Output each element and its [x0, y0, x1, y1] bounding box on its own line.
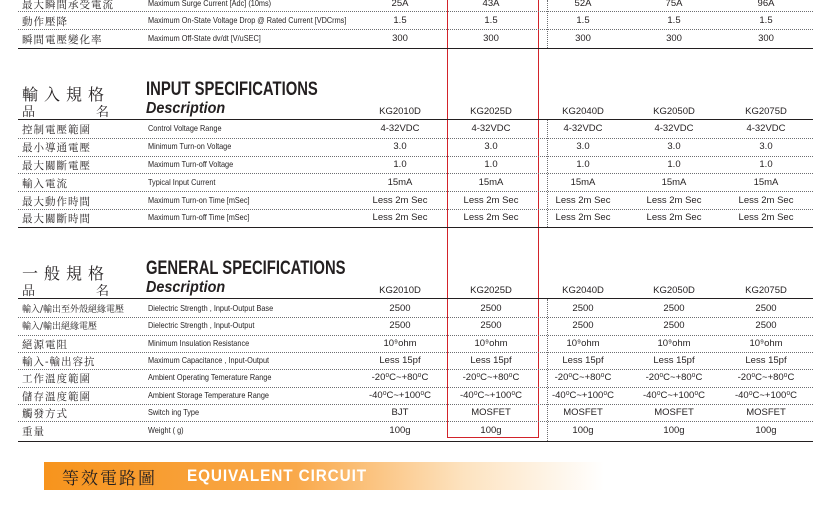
- cell: Less 2m Sec: [463, 195, 519, 206]
- table-row: [18, 193, 813, 210]
- section-title-zh: 輸入規格: [22, 85, 111, 104]
- row-label-zh: 最大動作時間: [22, 196, 91, 208]
- column-divider: [547, 0, 548, 48]
- table-row: [18, 31, 813, 48]
- cell: 15mA: [570, 177, 596, 188]
- cell: 1.0: [667, 159, 681, 170]
- model-header: KG2025D: [470, 106, 512, 117]
- cell: 1.5: [759, 15, 773, 26]
- row-label-zh: 工作溫度範圍: [22, 373, 91, 385]
- row-divider: [18, 191, 813, 192]
- cell: Less 2m Sec: [463, 212, 519, 223]
- cell: 4-32VDC: [380, 123, 420, 134]
- cell: 100g: [389, 425, 411, 436]
- header-label-zh: 名: [96, 105, 110, 120]
- row-label-zh: 儲存溫度範圍: [22, 391, 91, 403]
- table-row: [18, 121, 813, 138]
- cell: -40⁰C~+100⁰C: [551, 390, 614, 401]
- row-label-en: Weight ( g): [148, 425, 184, 435]
- table-row: [18, 388, 813, 405]
- table-row: [18, 13, 813, 30]
- table-bottom-rule: [18, 227, 813, 228]
- cell: -20⁰C~+80⁰C: [645, 372, 703, 383]
- header-label-zh: 名: [96, 284, 110, 299]
- cell: 1.0: [576, 159, 590, 170]
- table-row: [18, 370, 813, 387]
- row-label-zh: 重量: [22, 426, 45, 438]
- cell: 1.0: [759, 159, 773, 170]
- table-row: [18, 405, 813, 422]
- cell: 3.0: [759, 141, 773, 152]
- cell: -20⁰C~+80⁰C: [462, 372, 520, 383]
- row-label-zh: 輸入-輸出容抗: [22, 356, 96, 368]
- cell: 3.0: [484, 141, 498, 152]
- cell: Less 2m Sec: [646, 195, 702, 206]
- header-description: Description: [146, 279, 226, 296]
- cell: -40⁰C~+100⁰C: [459, 390, 522, 401]
- cell: 2500: [480, 320, 502, 331]
- section-title-zh: 一般規格: [22, 264, 111, 283]
- cell: 300: [483, 33, 499, 44]
- row-label-zh: 絕源電阻: [22, 339, 68, 351]
- cell: Less 15pf: [379, 355, 421, 366]
- row-label-zh: 輸入電流: [22, 178, 68, 190]
- cell: Less 2m Sec: [646, 212, 702, 223]
- cell: 3.0: [667, 141, 681, 152]
- cell: MOSFET: [471, 407, 511, 418]
- cell: Less 15pf: [745, 355, 787, 366]
- header-rule: [18, 119, 813, 120]
- row-label-zh: 最小導通電壓: [22, 142, 91, 154]
- cell: 4-32VDC: [563, 123, 603, 134]
- header-label-zh: 品: [22, 284, 36, 299]
- row-divider: [18, 421, 813, 422]
- cell: 43A: [482, 0, 500, 9]
- cell: 25A: [391, 0, 409, 9]
- cell: BJT: [391, 407, 409, 418]
- cell: 15mA: [753, 177, 779, 188]
- row-label-zh: 動作壓降: [22, 16, 68, 28]
- header-description: Description: [146, 100, 226, 117]
- cell: 100g: [663, 425, 685, 436]
- cell: Less 2m Sec: [738, 212, 794, 223]
- cell: Less 15pf: [562, 355, 604, 366]
- model-header: KG2040D: [562, 285, 604, 296]
- section-title-en: INPUT SPECIFICATIONS: [146, 79, 318, 100]
- row-label-en: Control Voltage Range: [148, 123, 222, 133]
- row-label-zh: 最大關斷電壓: [22, 160, 91, 172]
- model-header: KG2075D: [745, 285, 787, 296]
- cell: 1.5: [393, 15, 407, 26]
- table-bottom-rule: [18, 441, 813, 442]
- cell: 4-32VDC: [746, 123, 786, 134]
- cell: 15mA: [661, 177, 687, 188]
- model-header: KG2010D: [379, 285, 421, 296]
- cell: Less 15pf: [470, 355, 512, 366]
- section-title-en: GENERAL SPECIFICATIONS: [146, 258, 346, 279]
- row-label-en: Minimum Insulation Resistance: [148, 338, 250, 348]
- cell: 1.5: [576, 15, 590, 26]
- cell: -40⁰C~+100⁰C: [642, 390, 705, 401]
- cell: 2500: [389, 303, 411, 314]
- row-label-en: Ambient Operating Temerature Range: [148, 372, 272, 382]
- cell: 300: [392, 33, 408, 44]
- cell: 3.0: [393, 141, 407, 152]
- cell: 2500: [389, 320, 411, 331]
- model-header: KG2050D: [653, 106, 695, 117]
- cell: -40⁰C~+100⁰C: [368, 390, 431, 401]
- row-label-en: Maximum Surge Current [Adc] (10ms): [148, 0, 272, 8]
- row-divider: [18, 173, 813, 174]
- row-label-en: Typical Input Current: [148, 177, 216, 187]
- cell: Less 2m Sec: [372, 212, 428, 223]
- cell: 1.5: [484, 15, 498, 26]
- cell: 10⁹ohm: [657, 338, 691, 349]
- header-rule: [18, 298, 813, 299]
- cell: 10⁹ohm: [383, 338, 417, 349]
- cell: 10⁹ohm: [749, 338, 783, 349]
- cell: 300: [575, 33, 591, 44]
- column-divider: [547, 120, 548, 227]
- cell: 2500: [755, 320, 777, 331]
- banner-title-zh: 等效電路圖: [62, 469, 157, 489]
- cell: 4-32VDC: [654, 123, 694, 134]
- row-label-en: Minimum Turn-on Voltage: [148, 141, 232, 151]
- cell: 2500: [663, 303, 685, 314]
- cell: 10⁹ohm: [566, 338, 600, 349]
- cell: 52A: [574, 0, 592, 9]
- cell: 1.5: [667, 15, 681, 26]
- table-row: [18, 301, 813, 318]
- row-label-en: Dielectric Strength , Input-Output Base: [148, 303, 274, 313]
- row-label-en: Maximum Turn-on Time [mSec]: [148, 195, 250, 205]
- cell: 75A: [665, 0, 683, 9]
- cell: -40⁰C~+100⁰C: [734, 390, 797, 401]
- row-label-en: Dielectric Strength , Input-Output: [148, 320, 255, 330]
- cell: 15mA: [387, 177, 413, 188]
- cell: 300: [666, 33, 682, 44]
- table-row: [18, 336, 813, 353]
- table-bottom-rule: [18, 48, 813, 49]
- table-row: [18, 423, 813, 440]
- row-label-en: Maximum Turn-off Voltage: [148, 159, 234, 169]
- row-label-en: Maximum Capacitance , Input-Output: [148, 355, 270, 365]
- row-label-zh: 控制電壓範圍: [22, 124, 91, 136]
- cell: Less 2m Sec: [372, 195, 428, 206]
- cell: 1.0: [484, 159, 498, 170]
- model-header: KG2040D: [562, 106, 604, 117]
- row-label-zh: 瞬間電壓變化率: [22, 34, 103, 46]
- row-label-zh: 最大關斷時間: [22, 213, 91, 225]
- row-label-en: Maximum Turn-off Time [mSec]: [148, 212, 250, 222]
- row-label-en: Maximum Off-State dv/dt [V/uSEC]: [148, 33, 261, 43]
- header-label-zh: 品: [22, 105, 36, 120]
- cell: MOSFET: [654, 407, 694, 418]
- row-label-zh: 輸入/輸出至外殼絕緣電壓: [22, 305, 125, 315]
- cell: -20⁰C~+80⁰C: [737, 372, 795, 383]
- cell: MOSFET: [563, 407, 603, 418]
- cell: 10⁹ohm: [474, 338, 508, 349]
- cell: -20⁰C~+80⁰C: [554, 372, 612, 383]
- row-label-zh: 觸發方式: [22, 408, 68, 420]
- cell: 2500: [755, 303, 777, 314]
- cell: Less 2m Sec: [555, 212, 611, 223]
- cell: 2500: [572, 303, 594, 314]
- model-header: KG2025D: [470, 285, 512, 296]
- column-divider: [547, 299, 548, 441]
- cell: -20⁰C~+80⁰C: [371, 372, 429, 383]
- cell: 2500: [663, 320, 685, 331]
- banner-title-en: EQUIVALENT CIRCUIT: [187, 466, 367, 485]
- cell: 4-32VDC: [471, 123, 511, 134]
- row-label-zh: 輸入/輸出絕緣電壓: [22, 322, 98, 332]
- row-divider: [18, 29, 813, 30]
- cell: 1.0: [393, 159, 407, 170]
- row-label-en: Maximum On-State Voltage Drop @ Rated Current [VDCrms]: [148, 15, 347, 25]
- cell: 100g: [572, 425, 594, 436]
- cell: 3.0: [576, 141, 590, 152]
- table-row: [18, 139, 813, 156]
- cell: 100g: [480, 425, 502, 436]
- cell: 100g: [755, 425, 777, 436]
- cell: 2500: [572, 320, 594, 331]
- cell: Less 15pf: [653, 355, 695, 366]
- row-label-zh: 最大瞬間承受電流: [22, 0, 114, 11]
- row-label-en: Ambient Storage Temperature Range: [148, 390, 269, 400]
- cell: 96A: [757, 0, 775, 9]
- table-row: [18, 353, 813, 370]
- cell: Less 2m Sec: [738, 195, 794, 206]
- cell: MOSFET: [746, 407, 786, 418]
- model-header: KG2075D: [745, 106, 787, 117]
- cell: 2500: [480, 303, 502, 314]
- table-row: [18, 210, 813, 227]
- cell: 300: [758, 33, 774, 44]
- table-row: [18, 157, 813, 174]
- model-header: KG2050D: [653, 285, 695, 296]
- model-header: KG2010D: [379, 106, 421, 117]
- table-row: [18, 175, 813, 192]
- row-label-en: Switch ing Type: [148, 407, 200, 417]
- row-divider: [18, 11, 813, 12]
- table-row: [18, 318, 813, 335]
- cell: Less 2m Sec: [555, 195, 611, 206]
- cell: 15mA: [478, 177, 504, 188]
